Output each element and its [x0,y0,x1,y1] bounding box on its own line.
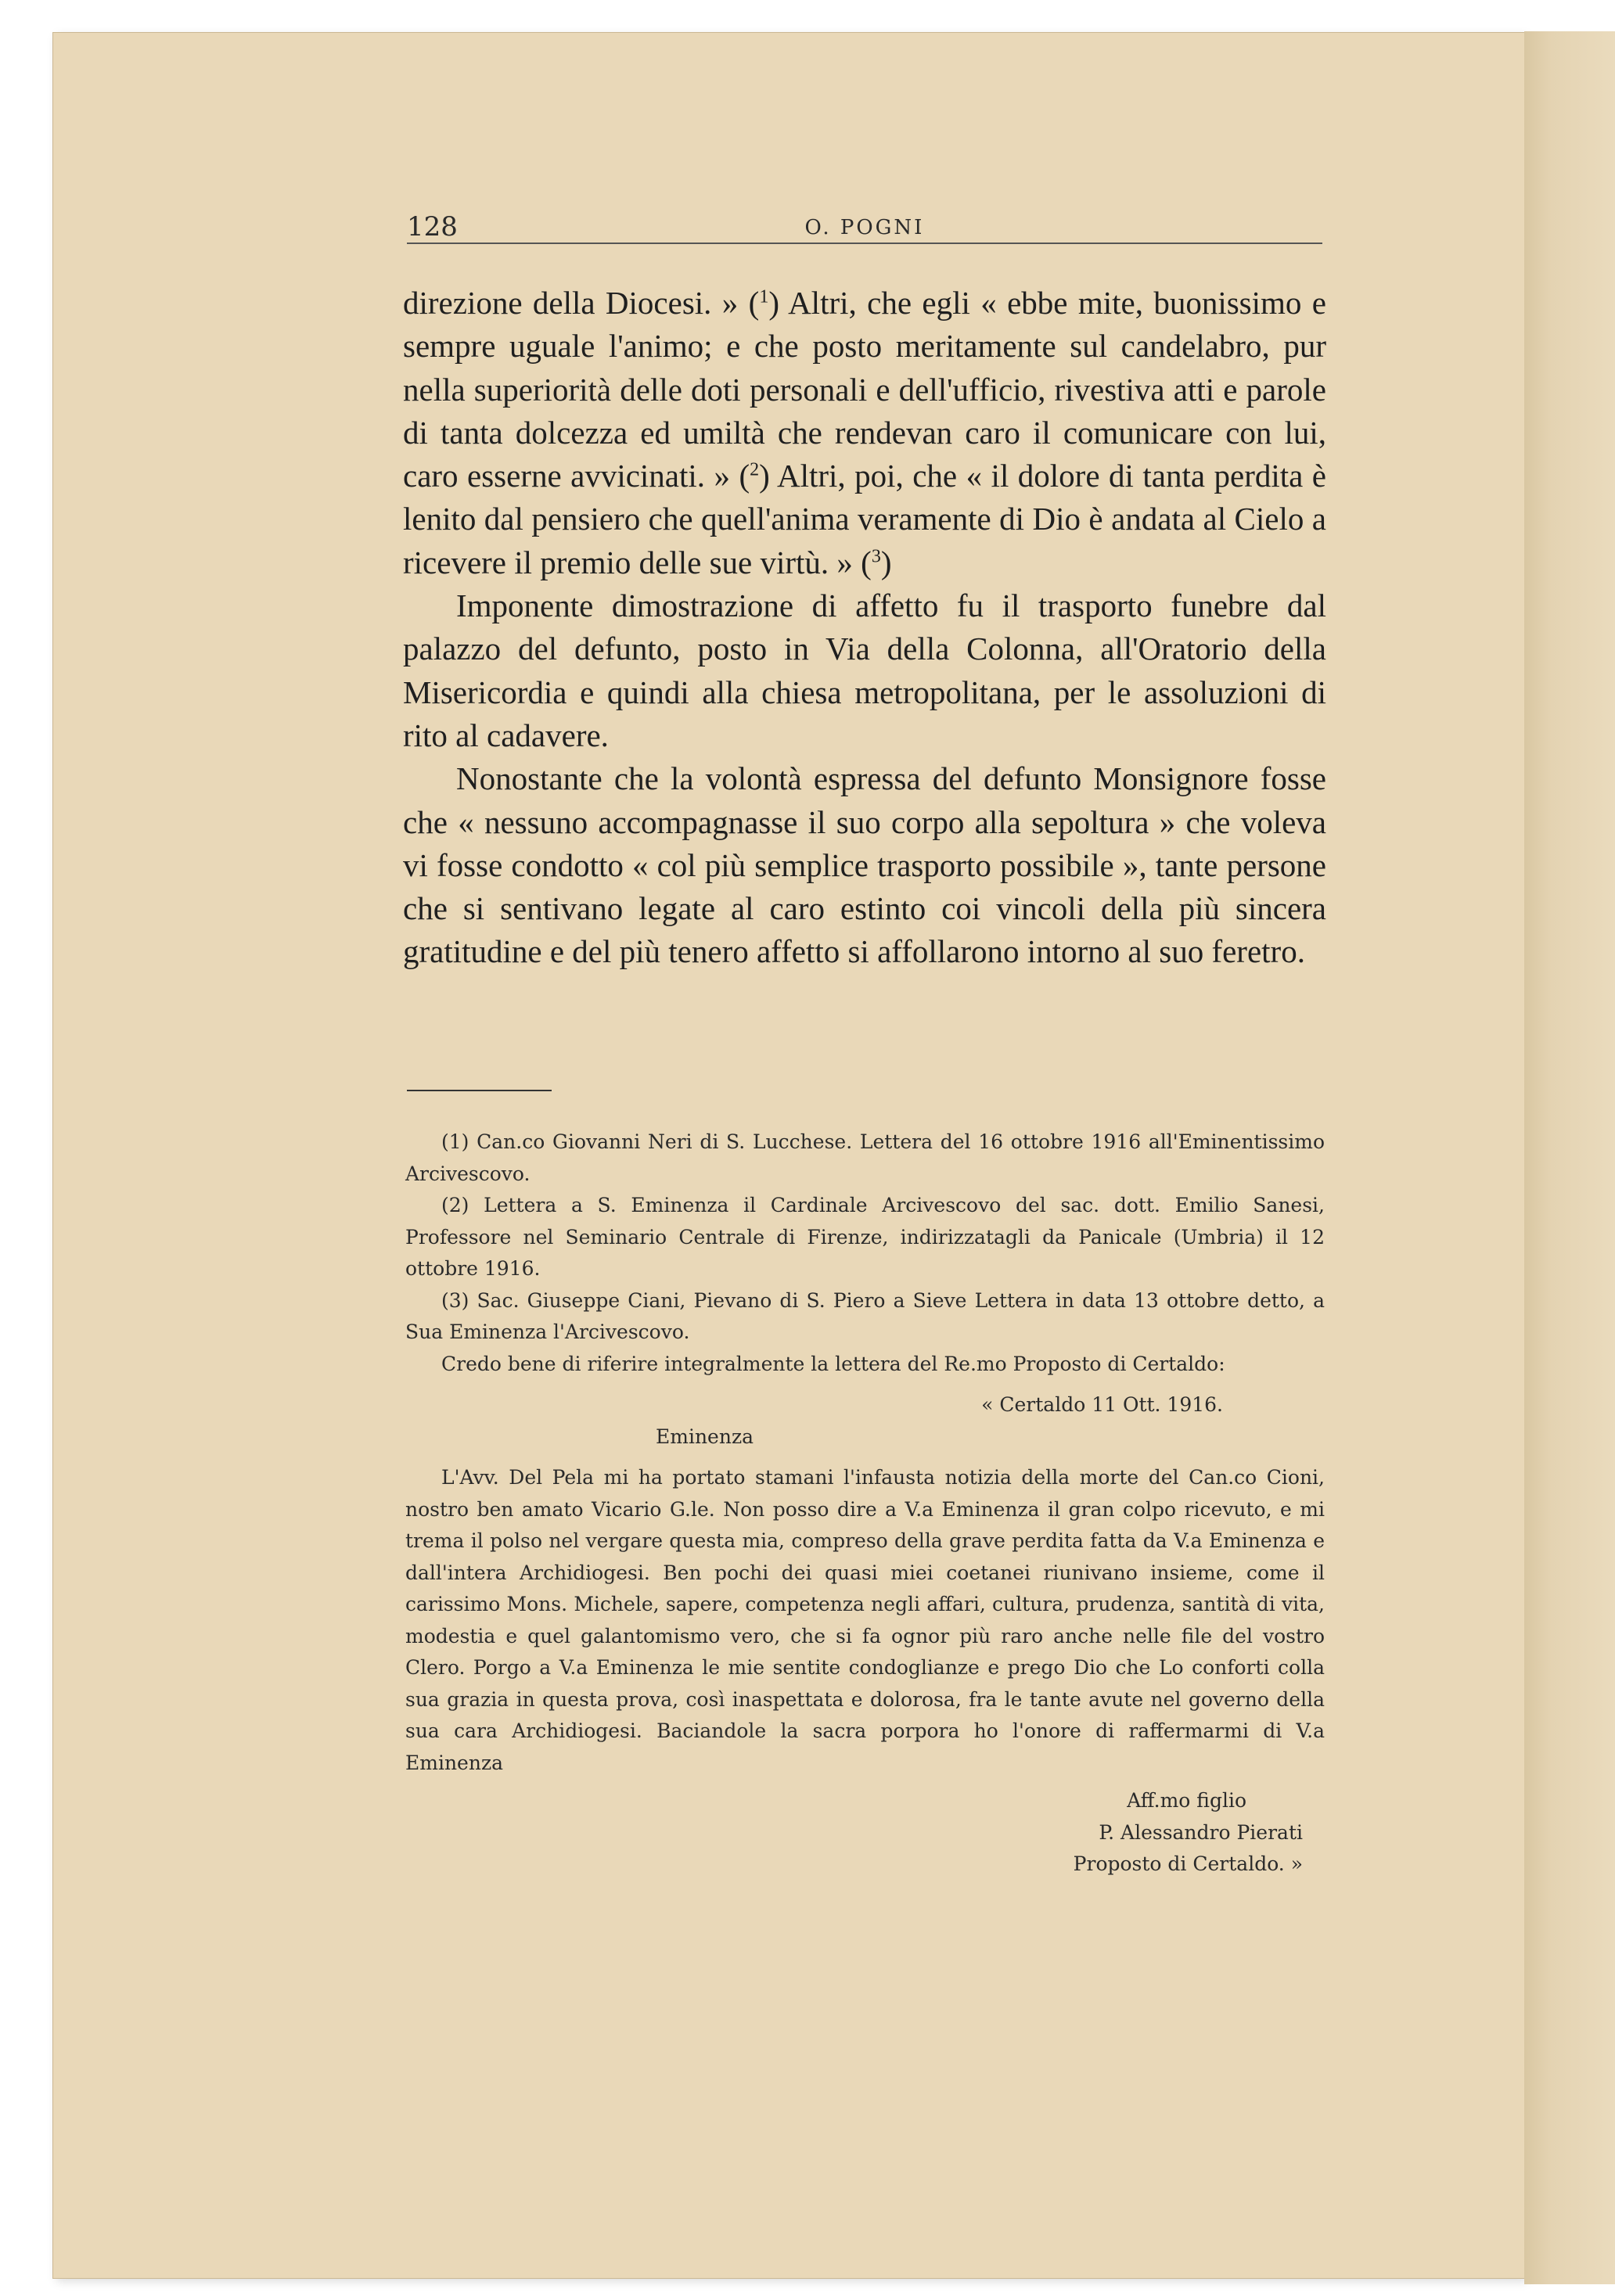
letter-salutation: Eminenza [656,1425,754,1448]
signature-line-1: Aff.mo figlio [1127,1789,1246,1812]
note-ref-3: 3 [871,546,881,567]
paragraph-3: Nonostante che la volontà espressa del defunto Monsignore fosse che « nessuno accompagnasse il suo corpo alla sepoltura » che voleva vi fosse condotto « col più semplice trasporto possibile », tante persone che si sentivano legate al caro estinto coi vincoli della più sincera gratitudine e del più tenero affetto si affollarono intorno al suo feretro. [403,760,1326,970]
letter-intro: Credo bene di riferire integralmente la lettera del Re.mo Proposto di Certaldo: [441,1352,1225,1375]
note-ref-1: 1 [759,286,769,307]
footnote-2: (2) Lettera a S. Eminenza il Cardinale Arcivescovo del sac. dott. Emilio Sanesi, Professore nel Seminario Centrale di Firenze, indirizzatagli da Panicale (Umbria) il 12 ottobre 1916. [405,1194,1325,1280]
facing-page-edge [1524,31,1615,2284]
running-head: O. POGNI [804,216,925,239]
letter-body: L'Avv. Del Pela mi ha portato stamani l'infausta notizia della morte del Can.co Cioni, nostro ben amato Vicario G.le. Non posso dire a V.a Eminenza il gran colpo ricevuto, e mi trema il polso nel vergare questa mia, compreso della grave perdita fatta da V.a Eminenza e dall'intera Archidiogesi. Ben pochi dei quasi miei coetanei riunivano insieme, come il carissimo Mons. Michele, sapere, competenza negli affari, cultura, prudenza, santità di vita, modestia e quel galantomismo vero, che si fa ognor più raro anche nelle file del vostro Clero. Porgo a V.a Eminenza le mie sentite condoglianze e prego Dio che Lo conforti colla sua grazia in questa prova, così inaspettata e dolorosa, fra le tante avute nel governo della sua cara Archidiogesi. Baciandole la sacra porpora ho l'onore di raffermarmi di V.a Eminenza [405,1466,1325,1774]
main-text [403,282,1326,974]
paragraph-2: Imponente dimostrazione di affetto fu il trasporto funebre dal palazzo del defunto, posto in Via della Colonna, all'Oratorio della Misericordia e quindi alla chiesa metropolitana, per le assoluzioni di rito al cadavere. [403,587,1326,753]
signature-line-3: Proposto di Certaldo. » [1073,1852,1303,1875]
letter-date: « Certaldo 11 Ott. 1916. [981,1393,1223,1416]
footnote-3: (3) Sac. Giuseppe Ciani, Pievano di S. Piero a Sieve Lettera in data 13 ottobre detto, a Sua Eminenza l'Arcivescovo. [405,1288,1325,1343]
page-number: 128 [407,211,458,243]
paragraph-1: direzione della Diocesi. » ($^1$) Altri, che egli « ebbe mite, buonissimo e sempre uguale l'animo; e che posto meritamente sul candelabro, pur nella superiorità delle doti personali e dell'ufficio, rivestiva atti e parole di tanta dolcezza ed umiltà che rendevan caro il comunicare con lui, caro esserne avvicinati. » ($^2$) Altri, poi, che « il dolore di tanta perdita è lenito dal pensiero che quell'anima veramente di Dio è andata al Cielo a ricevere il premio delle sue virtù. » ($^3$) [403,285,1326,580]
note-ref-2: 2 [750,459,760,480]
footnotes [405,1126,1325,1881]
footnote-rule [407,1090,552,1091]
footnote-1: (1) Can.co Giovanni Neri di S. Lucchese. Lettera del 16 ottobre 1916 all'Eminentissimo Arcivescovo. [405,1130,1325,1185]
signature-line-2: P. Alessandro Pierati [1099,1820,1303,1844]
page-header [407,211,1322,244]
